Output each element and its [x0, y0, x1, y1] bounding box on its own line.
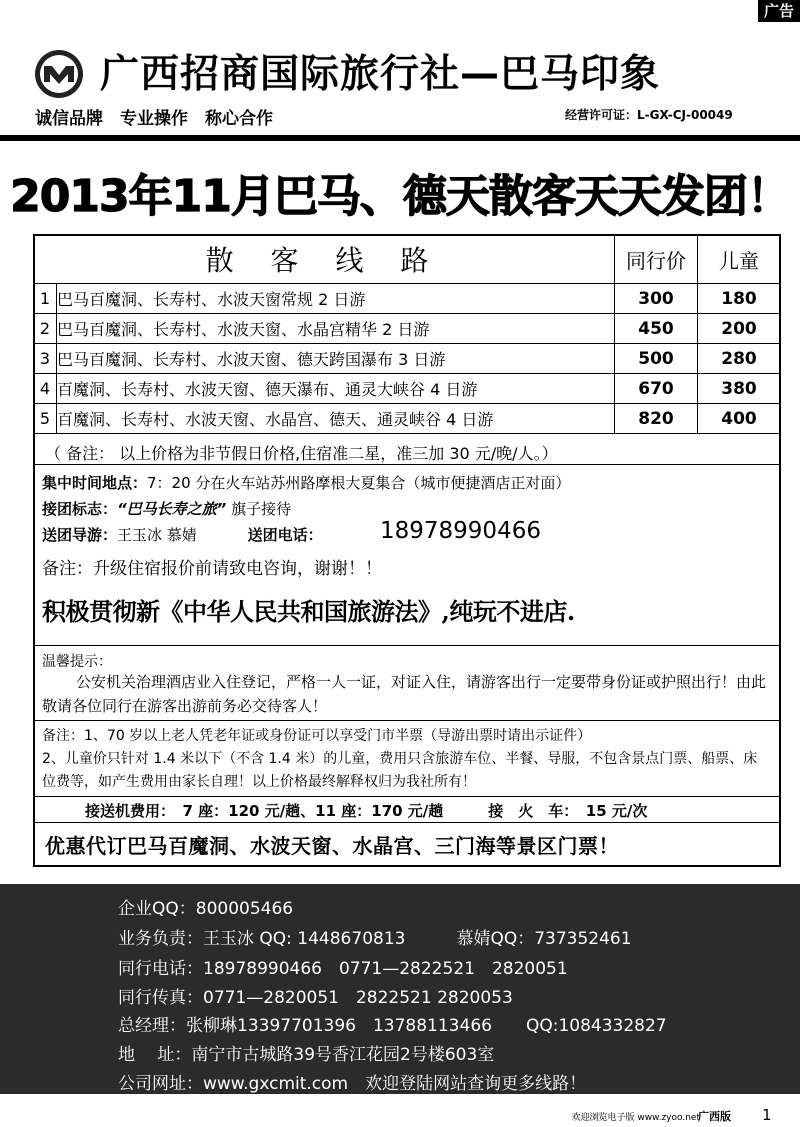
route-price: 450 [615, 314, 698, 344]
route-name: 巴马百魔洞、长寿村、水波天窗、水晶宫精华 2 日游 [57, 314, 615, 344]
divider [33, 720, 781, 721]
route-num: 5 [34, 404, 57, 434]
peer-fax: 同行传真：0771—2820051 2822521 2820053 [118, 988, 513, 1008]
contact-footer [0, 884, 800, 1094]
guide-label: 送团导游： [42, 526, 118, 544]
edition-label: 广西版 [698, 1110, 731, 1123]
company-qq: 企业QQ：800005466 [118, 899, 294, 919]
page-number: 1 [762, 1106, 772, 1124]
route-price: 500 [615, 344, 698, 374]
peer-price-header: 同行价 [615, 235, 698, 284]
route-child-price: 380 [698, 374, 781, 404]
route-num: 2 [34, 314, 57, 344]
publisher-site: 欢迎浏览电子版 www.zyoo.net [571, 1113, 700, 1123]
sign-value: “巴马长寿之旅” [117, 500, 227, 518]
routes-table [33, 234, 781, 434]
peer-phone: 同行电话：18978990466 0771—2822521 2820051 [118, 959, 568, 979]
general-manager: 总经理：张柳琳13397701396 13788113466 QQ:1084332827 [118, 1016, 667, 1036]
routes-header-row [34, 235, 781, 284]
route-name: 百魔洞、长寿村、水波天窗、德天瀑布、通灵大峡谷 4 日游 [57, 374, 615, 404]
headline: 2013年11月巴马、德天散客天天发团！ [10, 171, 790, 222]
guide-phone: 18978990466 [380, 518, 541, 544]
guide-value: 王玉冰 慕婧 [117, 526, 197, 544]
table-row [34, 314, 781, 344]
table-row [34, 344, 781, 374]
child-price-header: 儿童 [698, 235, 781, 284]
shuttle-fees: 接送机费用： 7 座：120 元/趟、11 座：170 元/趟 接 火 车： 15 元/次 [85, 802, 648, 820]
child-price-note: 2、儿童价只针对 1.4 米以下（不含 1.4 米）的儿童，费用只含旅游车位、半餐、导服，不包含景点门票、船票、床位费等，如产生费用由家长自理！以上价格最终解释权归为我社所有！ [42, 751, 758, 790]
sign-label: 接团标志： [42, 500, 118, 518]
company-logo-icon [33, 48, 85, 100]
phone-label: 送团电话： [247, 526, 323, 544]
route-name: 巴马百魔洞、长寿村、水波天窗、德天跨国瀑布 3 日游 [57, 344, 615, 374]
meeting-label: 集中时间地点： [42, 474, 148, 492]
table-row [34, 404, 781, 434]
tourism-law-banner: 积极贯彻新《中华人民共和国旅游法》,纯玩不进店. [42, 597, 575, 626]
pickup-sign-info [42, 498, 291, 519]
route-price: 300 [615, 284, 698, 314]
company-name: 广西招商国际旅行社—巴马印象 [100, 52, 661, 97]
tips-body: 公安机关治理酒店业入住登记，严格一人一证，对证入住，请游客出行一定要带身份证或护照出行！由此敬请各位同行在游客出游前务必交待客人！ [42, 673, 767, 715]
senior-note: 备注：1、70 岁以上老人凭老年证或身份证可以享受门市半票（导游出票时请出示证件） [42, 728, 592, 744]
route-child-price: 200 [698, 314, 781, 344]
license-number: 经营许可证：L-GX-CJ-00049 [565, 108, 733, 122]
route-price: 820 [615, 404, 698, 434]
route-child-price: 400 [698, 404, 781, 434]
divider [33, 796, 781, 797]
slogan: 诚信品牌 专业操作 称心合作 [35, 109, 273, 129]
business-contacts: 业务负责：王玉冰 QQ: 1448670813 慕婧QQ：737352461 [118, 929, 632, 949]
table-row [34, 374, 781, 404]
price-note: （ 备注： 以上价格为非节假日价格,住宿准二星，准三加 30 元/晚/人。） [45, 444, 558, 463]
guide-info [42, 524, 323, 545]
route-name: 巴马百魔洞、长寿村、水波天窗常规 2 日游 [57, 284, 615, 314]
route-price: 670 [615, 374, 698, 404]
route-num: 1 [34, 284, 57, 314]
divider [33, 464, 781, 465]
ad-tag: 广告 [758, 0, 800, 22]
divider [33, 645, 781, 646]
table-row [34, 284, 781, 314]
meeting-value: 7：20 分在火车站苏州路摩根大夏集合（城市便捷酒店正对面） [147, 474, 571, 492]
meeting-info [42, 472, 570, 493]
header-divider [0, 135, 800, 141]
upgrade-remark: 备注：升级住宿报价前请致电咨询，谢谢！！ [42, 559, 382, 579]
divider [33, 822, 781, 823]
website: 公司网址：www.gxcmit.com 欢迎登陆网站查询更多线路！ [118, 1074, 587, 1094]
route-num: 4 [34, 374, 57, 404]
sign-suffix: 旗子接待 [226, 500, 292, 518]
route-num: 3 [34, 344, 57, 374]
routes-title: 散 客 线 路 [34, 235, 615, 284]
route-child-price: 280 [698, 344, 781, 374]
route-name: 百魔洞、长寿村、水波天窗、水晶宫、德天、通灵峡谷 4 日游 [57, 404, 615, 434]
address: 地 址：南宁市古城路39号香江花园2号楼603室 [118, 1045, 495, 1065]
route-child-price: 180 [698, 284, 781, 314]
ticket-promo: 优惠代订巴马百魔洞、水波天窗、水晶宫、三门海等景区门票！ [45, 834, 619, 858]
tips-title: 温馨提示： [42, 654, 112, 670]
